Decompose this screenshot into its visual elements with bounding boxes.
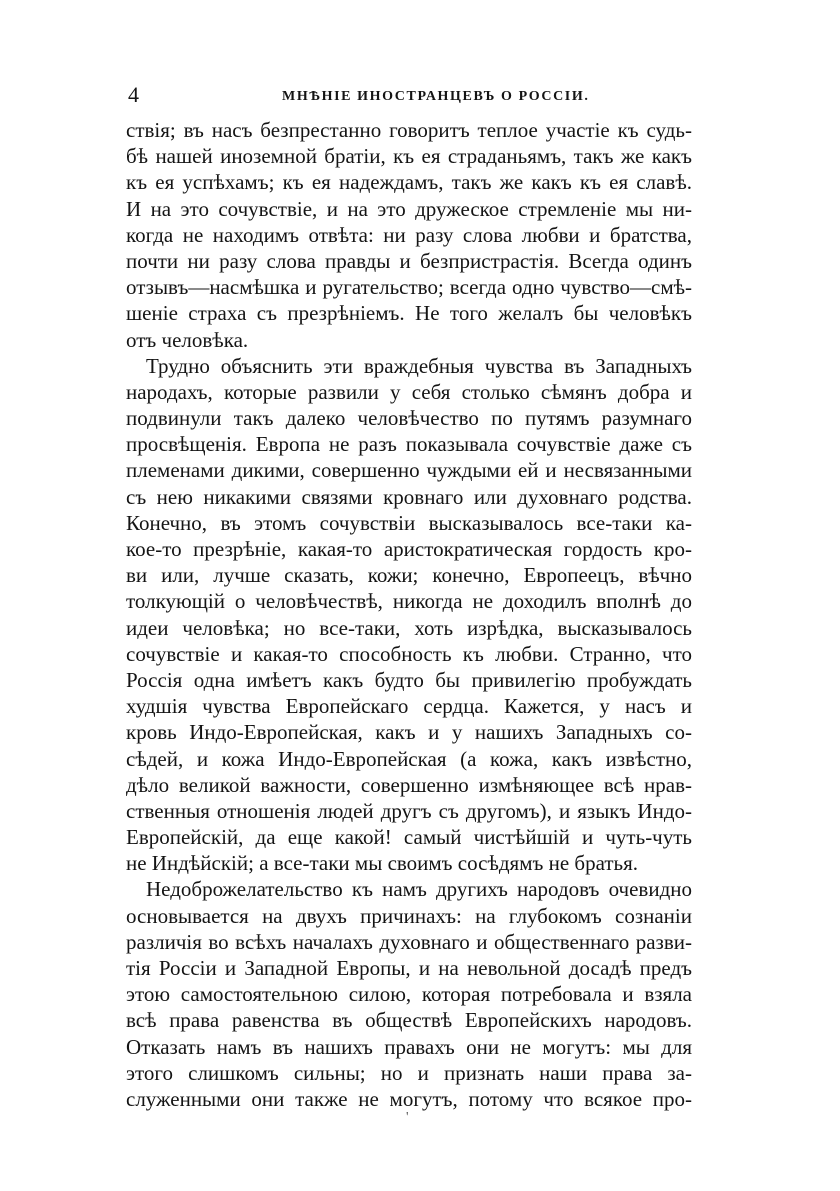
text-line: различія во всѣхъ началахъ духовнаго и общественнаго разви- <box>126 929 692 954</box>
text-line: кое-то презрѣніе, какая-то аристократическая гордость кро- <box>126 537 692 561</box>
text-line: Недоброжелательство къ намъ другихъ народовъ очевидно <box>146 877 692 902</box>
text-line: просвѣщенія. Европа не разъ показывала сочувствіе даже съ <box>126 432 692 457</box>
text-line: толкующій о человѣчествѣ, никогда не доходилъ вполнѣ до <box>126 589 692 614</box>
running-title: МНѢНІЕ ИНОСТРАНЦЕВЪ О РОССІИ. <box>282 89 590 104</box>
body-text <box>126 117 692 1112</box>
text-line: идеи человѣка; но все-таки, хоть изрѣдка, высказывалось <box>126 615 692 640</box>
text-line: народахъ, которые развили у себя столько сѣмянъ добра и <box>126 379 692 404</box>
text-line: почти ни разу слова правды и безпристрастія. Всегда одинъ <box>126 248 692 273</box>
text-line: когда не находимъ отвѣта: ни разу слова любви и братства, <box>126 222 692 247</box>
text-line: служенными они также не могутъ, потому что всякое про- <box>126 1086 692 1111</box>
text-line: ственныя отношенія людей другъ съ другомъ), и языкъ Индо- <box>126 798 692 823</box>
text-line: подвинули такъ далеко человѣчество по путямъ разумнаго <box>126 406 692 431</box>
printer-mark: ' <box>406 1110 409 1125</box>
text-line: ствія; въ насъ безпрестанно говоритъ теплое участіе къ судь- <box>126 118 692 142</box>
text-line: съ нею никакими связями кровнаго или духовнаго родства. <box>126 484 692 509</box>
text-line: И на это сочувствіе, и на это дружеское стремленіе мы ни- <box>126 196 692 221</box>
text-line: этого слишкомъ сильны; но и признать наши права за- <box>126 1060 692 1085</box>
text-line: отзывъ—насмѣшка и ругательство; всегда одно чувство—смѣ- <box>126 275 692 300</box>
text-line: кровь Индо-Европейская, какъ и у нашихъ Западныхъ со- <box>126 720 692 745</box>
text-line: племенами дикими, совершенно чуждыми ей и несвязанными <box>126 458 692 483</box>
text-line: Россія одна имѣетъ какъ будто бы привилегію пробуждать <box>126 667 692 692</box>
text-line: тія Россіи и Западной Европы, и на невольной досадѣ предъ <box>126 956 692 980</box>
text-line: всѣ права равенства въ обществѣ Европейскихъ народовъ. <box>126 1008 692 1033</box>
text-line: отъ человѣка. <box>126 327 249 352</box>
text-line: шеніе страха съ презрѣніемъ. Не того желалъ бы человѣкъ <box>126 301 692 326</box>
text-line: этою самостоятельною силою, которая потребовала и взяла <box>126 982 692 1007</box>
running-head <box>122 84 692 110</box>
text-line: основывается на двухъ причинахъ: на глубокомъ сознаніи <box>126 903 692 928</box>
text-line: худшія чувства Европейскаго сердца. Кажется, у насъ и <box>126 694 692 719</box>
text-line: Европейскій, да еще какой! самый чистѣйшій и чуть-чуть <box>126 825 692 850</box>
text-line: не Индѣйскій; а все-таки мы своимъ сосѣдямъ не братья. <box>126 851 639 876</box>
text-line: сочувствіе и какая-то способность къ любви. Странно, что <box>126 641 692 666</box>
text-line: къ ея успѣхамъ; къ ея надеждамъ, такъ же какъ къ ея славѣ. <box>126 170 692 195</box>
page-number: 4 <box>128 82 139 107</box>
text-line: дѣло великой важности, совершенно измѣняющее всѣ нрав- <box>126 772 692 797</box>
text-line: ви или, лучше сказать, кожи; конечно, Европеецъ, вѣчно <box>126 563 692 588</box>
text-line: Трудно объяснить эти враждебныя чувства въ Западныхъ <box>146 353 692 378</box>
text-line: Отказать намъ въ нашихъ правахъ они не могутъ: мы для <box>126 1034 692 1059</box>
text-line: сѣдей, и кожа Индо-Европейская (а кожа, какъ извѣстно, <box>126 746 692 771</box>
text-line: Конечно, въ этомъ сочувствіи высказывалось все-таки ка- <box>126 510 692 535</box>
text-line: бѣ нашей иноземной братіи, къ ея страданьямъ, такъ же какъ <box>126 144 692 169</box>
